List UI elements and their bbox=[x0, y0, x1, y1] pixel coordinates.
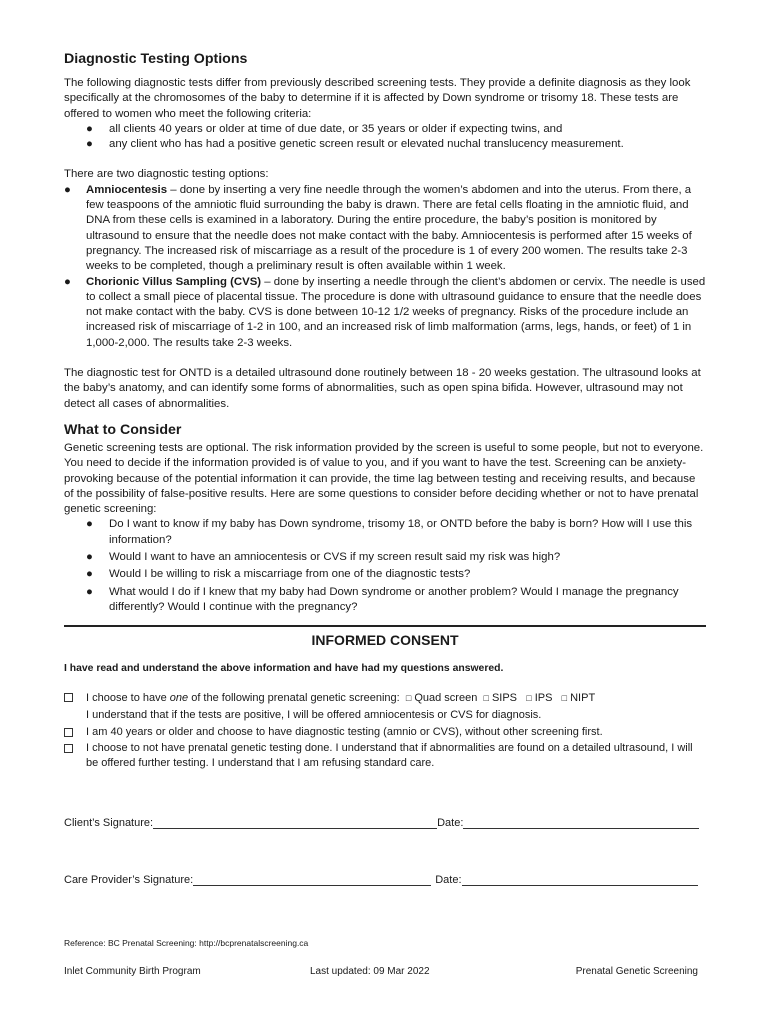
list-item: ● Would I want to have an amniocentesis or CVS if my screen result said my risk was high? bbox=[64, 550, 706, 565]
checkbox-decline[interactable] bbox=[64, 744, 73, 753]
document-page bbox=[64, 50, 706, 888]
list-item bbox=[64, 275, 706, 351]
checkbox-sips-icon[interactable]: □ bbox=[483, 692, 489, 703]
consider-intro: Genetic screening tests are optional. The risk information provided by the screen is useful to some people, but not to everyone. You need to decide if the information provided is of value to you, and if you want to have the test. Screening can be anxiety-provoking because of the potential information it can provide, the time lag between testing and receiving results, and because of the possibility of false-positive results. Here are some questions to consider before deciding whether or not to have prenatal genetic screening: bbox=[64, 441, 704, 516]
bullet-icon: ● bbox=[64, 275, 71, 288]
diagnostic-intro: The following diagnostic tests differ from previously described screening tests. They provide a definite diagnosis as they look specifically at the chromosomes of the baby to determine if it is affected by Down syndrome or trisomy 18. These tests are offered to women who meet the following criteria: bbox=[64, 77, 691, 120]
client-signature-label: Client’s Signature: bbox=[64, 816, 154, 829]
consent-title: INFORMED CONSENT bbox=[311, 632, 459, 649]
checkbox-diagnostic[interactable] bbox=[64, 728, 73, 737]
bullet-icon: ● bbox=[86, 568, 93, 581]
option-text: – done by inserting a needle through the client’s abdomen or cervix. The needle is used to collect a small piece of placental tissue. The procedure is done with ultrasound guidance to ensure that the needle does not make contact with the baby. CVS is done between 10-12 1/2 weeks of pregnancy. Risks of the procedure include an increased risk of miscarriage of 1-2 in 100, and an increased risk of limb malformation (arms, legs, hands, or feet) of 1 in 1,000-2,000. The results take 2-3 weeks. bbox=[86, 275, 706, 349]
client-signature-row bbox=[64, 816, 706, 831]
consent-acknowledgement: I have read and understand the above information and have had my questions answered. bbox=[64, 662, 504, 674]
option-name: Amniocentesis bbox=[86, 183, 168, 196]
consent-options bbox=[64, 690, 706, 772]
checkbox-screening[interactable] bbox=[64, 693, 73, 702]
bullet-icon: ● bbox=[86, 551, 93, 564]
client-date-field[interactable] bbox=[463, 816, 699, 829]
care-signature-field[interactable] bbox=[193, 873, 431, 886]
date-label: Date: bbox=[435, 873, 462, 886]
bullet-icon: ● bbox=[86, 585, 93, 598]
list-item: ● any client who has had a positive genetic screen result or elevated nuchal translucency measurement. bbox=[64, 137, 706, 152]
questions-list bbox=[64, 517, 706, 615]
section-title-diagnostic: Diagnostic Testing Options bbox=[64, 51, 248, 67]
section-divider bbox=[64, 625, 706, 627]
list-item: ● Would I be willing to risk a miscarriage from one of the diagnostic tests? bbox=[64, 567, 706, 582]
option-text: – done by inserting a very fine needle through the women’s abdomen and into the uterus. From there, a few teaspoons of the amniotic fluid surrounding the baby is drawn. There are fetal cells floating in the amniotic fluid, and DNA from these cells is examined in a laboratory. During the entire procedure, the baby’s position is monitored by ultrasound to ensure that the needle does not make contact with the baby. Amniocentesis is performed after 15 weeks of pregnancy. The increased risk of miscarriage as a result of the procedure is 1 of every 200 women. The results take 2-3 weeks to be completed, though a preliminary result is often available within 1 week. bbox=[86, 183, 692, 273]
footer-title: Prenatal Genetic Screening bbox=[575, 966, 698, 977]
list-item: ● What would I do if I knew that my baby had Down syndrome or another problem? Would I manage the pregnancy differently? Would I continue with the pregnancy? bbox=[86, 585, 679, 613]
options-intro: There are two diagnostic testing options: bbox=[64, 168, 269, 181]
client-signature-field[interactable] bbox=[153, 816, 437, 829]
care-signature-label: Care Provider’s Signature: bbox=[64, 873, 194, 886]
list-item: ● Do I want to know if my baby has Down syndrome, trisomy 18, or ONTD before the baby is born? How will I use this information? bbox=[86, 518, 693, 546]
care-date-field[interactable] bbox=[462, 873, 698, 886]
consent-option-screening: I choose to have one of the following prenatal genetic screening: □ Quad screen □ SIPS □ IPS □ NIPT I understand that if the tests are positive, I will be offered amniocentesis or CVS for diagnosis. bbox=[64, 690, 706, 724]
date-label: Date: bbox=[437, 816, 464, 829]
bullet-icon: ● bbox=[86, 518, 93, 531]
reference-note: Reference: BC Prenatal Screening: http://bcprenatalscreening.ca bbox=[64, 938, 309, 948]
option-name: Chorionic Villus Sampling (CVS) bbox=[86, 275, 262, 288]
criteria-list bbox=[64, 122, 706, 153]
list-item bbox=[64, 183, 706, 275]
bullet-icon: ● bbox=[86, 138, 93, 151]
consent-option-diagnostic: I am 40 years or older and choose to have diagnostic testing (amnio or CVS), without other screening first. bbox=[64, 725, 706, 740]
footer-updated: Last updated: 09 Mar 2022 bbox=[310, 966, 430, 977]
checkbox-ips-icon[interactable]: □ bbox=[526, 692, 532, 703]
checkbox-quad-icon[interactable]: □ bbox=[405, 692, 412, 703]
options-list bbox=[64, 183, 706, 351]
consent-option-decline: I choose to not have prenatal genetic testing done. I understand that if abnormalities are found on a detailed ultrasound, I will be offered further testing. I understand that I am refusing standard care. bbox=[64, 741, 706, 772]
ontd-paragraph: The diagnostic test for ONTD is a detailed ultrasound done routinely between 18 - 20 weeks gestation. The ultrasound looks at the baby’s anatomy, and can identify some forms of abnormalities, such as open spina bifida. However, ultrasound may not detect all cases of abnormalities. bbox=[64, 367, 701, 410]
checkbox-nipt-icon[interactable]: □ bbox=[561, 692, 568, 703]
section-title-consider: What to Consider bbox=[64, 421, 182, 438]
bullet-icon: ● bbox=[86, 122, 93, 135]
care-provider-signature-row bbox=[64, 873, 706, 888]
footer-program: Inlet Community Birth Program bbox=[64, 966, 201, 977]
bullet-icon: ● bbox=[64, 183, 71, 196]
list-item: ● all clients 40 years or older at time of due date, or 35 years or older if expecting twins, and bbox=[64, 122, 706, 137]
